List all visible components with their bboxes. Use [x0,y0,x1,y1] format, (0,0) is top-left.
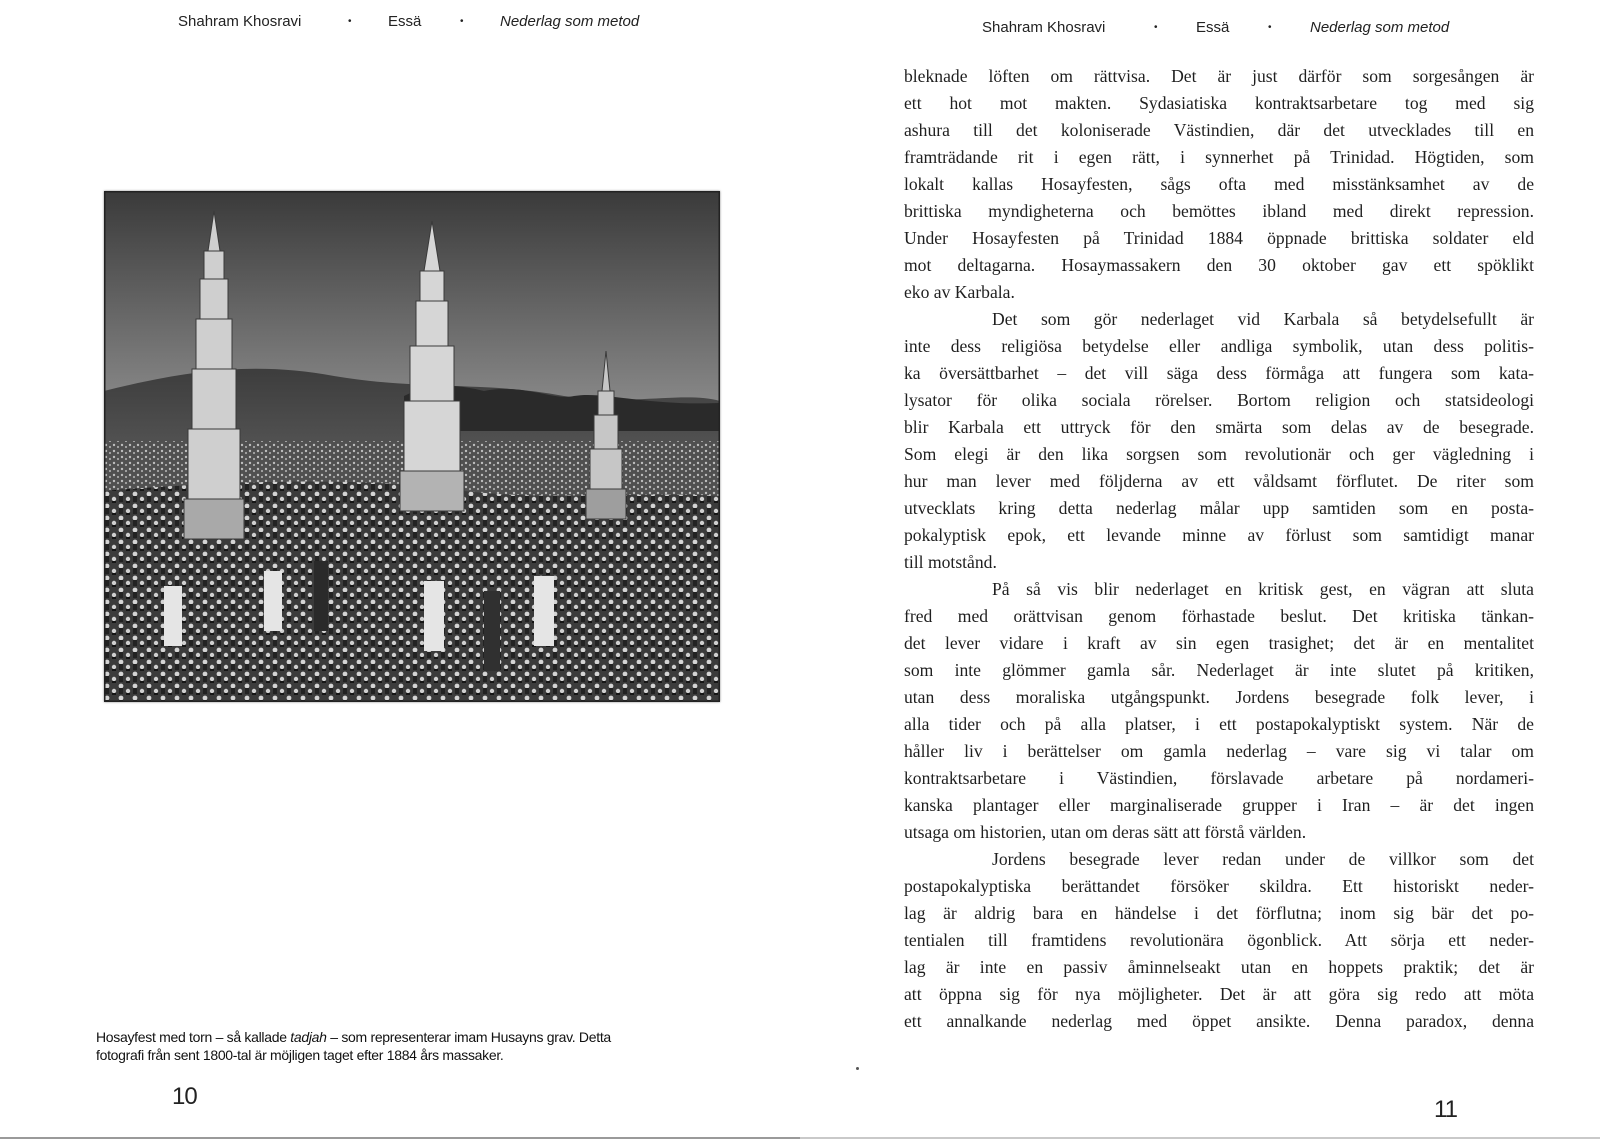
text-line: kanska plantager eller marginaliserade grupper i Iran – är det ingen [904,795,1534,815]
text-line: Under Hosayfesten på Trinidad 1884 öppnade brittiska soldater eld [904,228,1534,248]
text-line: lokalt kallas Hosayfesten, sågs ofta med misstänksamhet av de [904,174,1534,194]
text-line: pokalyptisk epok, ett levande minne av förlust som samtidigt manar [904,525,1534,545]
header-separator: • [348,16,352,27]
text-line: brittiska myndigheterna och bemöttes ibland med direkt repression. [904,201,1534,221]
essay-body-text [904,63,1534,1035]
header-title: Nederlag som metod [1310,19,1450,36]
print-speck [856,1067,859,1070]
hosay-festival-photo [104,191,720,702]
text-line: håller liv i berättelser om gamla nederlag – vare sig vi talar om [904,741,1534,761]
header-section: Essä [1196,19,1230,36]
text-line: hur man lever med följderna av ett våldsamt förflutet. De riter som [904,471,1534,491]
text-line: lysator för olika sociala rörelser. Bortom religion och statsideologi [904,390,1534,410]
text-line: eko av Karbala. [904,282,1015,302]
text-line: På så vis blir nederlaget en kritisk gest, en vägran att sluta [992,579,1534,599]
text-line: postapokalyptiska berättandet försöker skildra. Ett historiskt neder- [904,876,1534,896]
text-line: lag är aldrig bara en händelse i det förflutna; inom sig bär det po- [904,903,1534,923]
page-number-right: 11 [1434,1096,1457,1123]
header-separator: • [1268,22,1272,33]
text-line: som inte glömmer gamla sår. Nederlaget är inte slutet på kritiken, [904,660,1534,680]
text-line: ka översättbarhet – det vill säga dess förmåga att fungera som kata- [904,363,1534,383]
text-line: Som elegi är den lika sorgsen som revolutionär och ger vägledning i [904,444,1534,464]
text-line: alla tider och på alla platser, i ett postapokalyptiskt system. När de [904,714,1534,734]
header-separator: • [460,16,464,27]
text-line: ett hot mot makten. Sydasiatiska kontraktsarbetare tog med sig [904,93,1534,113]
text-line: att öppna sig för nya möjligheter. Det är att göra sig redo att möta [904,984,1534,1004]
text-line: blir Karbala ett uttryck för den smärta som delas av de besegrade. [904,417,1534,437]
text-line: Det som gör nederlaget vid Karbala så betydelsefullt är [992,309,1534,329]
header-section: Essä [388,13,422,30]
text-line: tentialen till framtidens revolutionära ögonblick. Att sörja ett neder- [904,930,1534,950]
photograph-image [104,191,720,702]
text-line: inte dess religiösa betydelse eller andliga symbolik, utan dess politis- [904,336,1534,356]
caption-text-start: Hosayfest med torn – så kallade [96,1029,291,1045]
page-edge-right [800,1137,1600,1139]
photo-caption [96,1028,736,1064]
header-author: Shahram Khosravi [982,19,1106,36]
caption-text-line2: fotografi från sent 1800-tal är möjligen taget efter 1884 års massaker. [96,1047,504,1063]
text-line: Jordens besegrade lever redan under de villkor som det [992,849,1534,869]
page-number-left: 10 [172,1083,197,1110]
text-line: bleknade löften om rättvisa. Det är just därför som sorgesången är [904,66,1534,86]
text-line: kontraktsarbetare i Västindien, förslavade arbetare på nordameri- [904,768,1534,788]
text-line: utvecklats kring detta nederlag målar upp samtiden som en posta- [904,498,1534,518]
caption-italic-term: tadjah [290,1029,327,1045]
text-line: ashura till det koloniserade Västindien, där det utvecklades till en [904,120,1534,140]
text-line: mot deltagarna. Hosaymassakern den 30 oktober gav ett spöklikt [904,255,1534,275]
text-line: utsaga om historien, utan om deras sätt att förstå världen. [904,822,1307,842]
caption-text-end: – som representerar imam Husayns grav. Detta [326,1029,611,1045]
text-line: fred med orättvisan genom förhastade beslut. Det kritiska tänkan- [904,606,1534,626]
text-line: framträdande rit i egen rätt, i synnerhet på Trinidad. Högtiden, som [904,147,1534,167]
text-line: utan dess moraliska utgångspunkt. Jordens besegrade folk lever, i [904,687,1534,707]
text-line: ett annalkande nederlag med öppet ansikte. Denna paradox, denna [904,1011,1534,1031]
header-author: Shahram Khosravi [178,13,302,30]
page-edge-left [0,1137,800,1139]
text-line: det lever vidare i kraft av sin egen trasighet; det är en mentalitet [904,633,1534,653]
text-line: till motstånd. [904,552,997,572]
header-separator: • [1154,22,1158,33]
text-line: lag är inte en passiv åminnelseakt utan en hoppets praktik; det är [904,957,1534,977]
header-title: Nederlag som metod [500,13,640,30]
